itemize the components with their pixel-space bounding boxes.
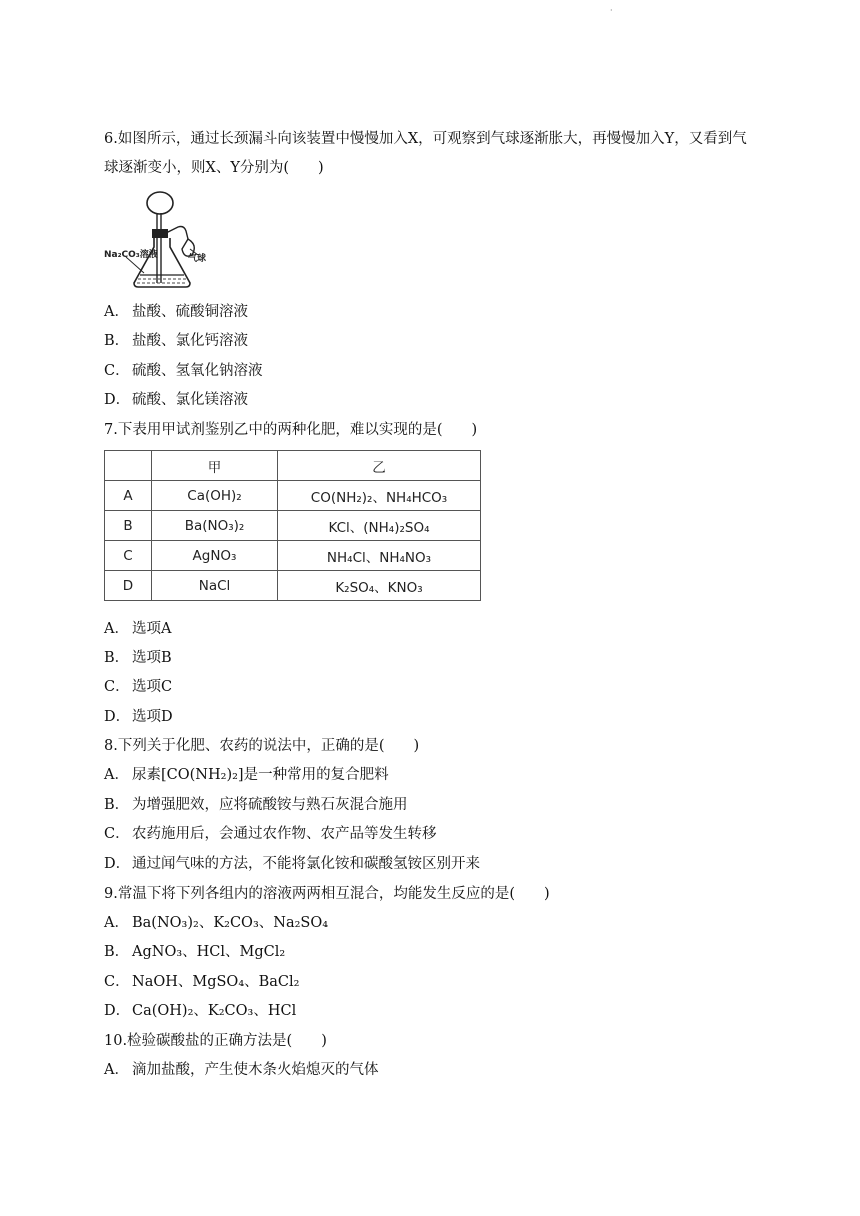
table-cell: NaCl [152,571,278,601]
q8-option-c: C． 农药施用后，会通过农作物、农产品等发生转移 [104,826,437,842]
q7-option-a: A． 选项A [104,621,172,637]
figure-label-solution: Na₂CO₃溶液 [104,250,158,260]
q7-option-b: B． 选项B [104,650,172,666]
table-cell: K₂SO₄、KNO₃ [278,571,481,601]
table-row [105,481,481,511]
q9-stem: 9.常温下将下列各组内的溶液两两相互混合，均能发生反应的是( ) [104,886,550,902]
table-cell: C [105,541,152,571]
table-row [105,511,481,541]
q9-option-b: B． AgNO₃、HCl、MgCl₂ [104,944,286,960]
figure-label-balloon: 气球 [188,254,207,264]
table-cell: A [105,481,152,511]
q8-option-a: A． 尿素[CO(NH₂)₂]是一种常用的复合肥料 [104,767,389,783]
table-cell: Ca(OH)₂ [152,481,278,511]
table-cell: AgNO₃ [152,541,278,571]
q8-option-b: B． 为增强肥效，应将硫酸铵与熟石灰混合施用 [104,797,408,813]
apparatus-figure [104,187,214,297]
q6-stem: 6.如图所示，通过长颈漏斗向该装置中慢慢加入X，可观察到气球逐渐胀大，再慢慢加入Y，又看到气球逐渐变小，则X、Y分别为( ) [104,131,747,176]
q6-option-c: C． 硫酸、氢氧化钠溶液 [104,363,263,379]
q6-option-d: D． 硫酸、氯化镁溶液 [104,392,248,408]
q8-stem: 8.下列关于化肥、农药的说法中，正确的是( ) [104,738,420,754]
q8-option-d: D． 通过闻气味的方法，不能将氯化铵和碳酸氢铵区别开来 [104,856,480,872]
table-header-cell: 乙 [278,451,481,481]
table-row [105,571,481,601]
table-cell: B [105,511,152,541]
table-header-row [105,451,481,481]
q7-option-d: D． 选项D [104,709,173,725]
q10-option-a: A． 滴加盐酸，产生使木条火焰熄灭的气体 [104,1062,379,1078]
flask-balloon-diagram [104,187,214,297]
table-cell: D [105,571,152,601]
table-cell: CO(NH₂)₂、NH₄HCO₃ [278,481,481,511]
q10-stem: 10.检验碳酸盐的正确方法是( ) [104,1033,327,1049]
q6-option-b: B． 盐酸、氯化钙溶液 [104,333,248,349]
table-cell: Ba(NO₃)₂ [152,511,278,541]
q7-option-c: C． 选项C [104,679,173,695]
q6-option-a: A． 盐酸、硫酸铜溶液 [104,304,248,320]
table-cell: KCl、(NH₄)₂SO₄ [278,511,481,541]
q9-option-c: C． NaOH、MgSO₄、BaCl₂ [104,974,300,990]
table-header-cell: 甲 [152,451,278,481]
table-cell: NH₄Cl、NH₄NO₃ [278,541,481,571]
header-mark: · [610,6,613,15]
q9-option-d: D． Ca(OH)₂、K₂CO₃、HCl [104,1003,297,1019]
q7-stem: 7.下表用甲试剂鉴别乙中的两种化肥，难以实现的是( ) [104,422,478,438]
table-row [105,541,481,571]
q9-option-a: A． Ba(NO₃)₂、K₂CO₃、Na₂SO₄ [104,915,329,931]
q7-table [104,450,481,601]
table-header-cell [105,451,152,481]
